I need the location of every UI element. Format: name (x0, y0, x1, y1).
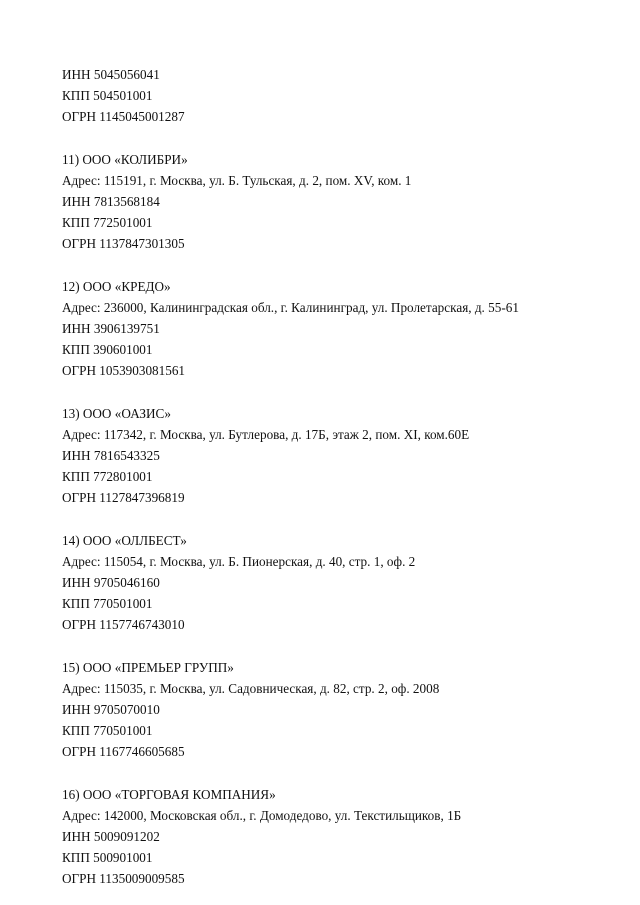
address-line: Адрес: 236000, Калининградская обл., г. Калининград, ул. Пролетарская, д. 55-61 (62, 300, 519, 315)
inn-line: ИНН 5009091202 (62, 829, 160, 844)
entry-title: 11) ООО «КОЛИБРИ» (62, 152, 188, 167)
inn-line: ИНН 7813568184 (62, 194, 160, 209)
address-line: Адрес: 117342, г. Москва, ул. Бутлерова, д. 17Б, этаж 2, пом. XI, ком.60Е (62, 427, 470, 442)
entry-title: 16) ООО «ТОРГОВАЯ КОМПАНИЯ» (62, 787, 276, 802)
ogrn-line: ОГРН 1145045001287 (62, 109, 185, 124)
entry-title: 15) ООО «ПРЕМЬЕР ГРУПП» (62, 660, 234, 675)
document-page (62, 64, 622, 889)
inn-line: ИНН 5045056041 (62, 67, 160, 82)
kpp-line: КПП 772801001 (62, 469, 153, 484)
kpp-line: КПП 770501001 (62, 596, 153, 611)
kpp-line: КПП 504501001 (62, 88, 153, 103)
address-line: Адрес: 115054, г. Москва, ул. Б. Пионерская, д. 40, стр. 1, оф. 2 (62, 554, 416, 569)
ogrn-line: ОГРН 1167746605685 (62, 744, 185, 759)
intro-block (62, 64, 622, 127)
entry-13 (62, 403, 622, 508)
address-line: Адрес: 115191, г. Москва, ул. Б. Тульская, д. 2, пом. XV, ком. 1 (62, 173, 412, 188)
entry-11 (62, 149, 622, 254)
kpp-line: КПП 390601001 (62, 342, 153, 357)
entry-12 (62, 276, 622, 381)
entry-16 (62, 784, 622, 889)
entry-15 (62, 657, 622, 762)
inn-line: ИНН 3906139751 (62, 321, 160, 336)
inn-line: ИНН 9705070010 (62, 702, 160, 717)
ogrn-line: ОГРН 1053903081561 (62, 363, 186, 378)
address-line: Адрес: 115035, г. Москва, ул. Садовническая, д. 82, стр. 2, оф. 2008 (62, 681, 440, 696)
entry-title: 14) ООО «ОЛЛБЕСТ» (62, 533, 187, 548)
entry-14 (62, 530, 622, 635)
kpp-line: КПП 500901001 (62, 850, 153, 865)
inn-line: ИНН 9705046160 (62, 575, 160, 590)
ogrn-line: ОГРН 1135009009585 (62, 871, 185, 886)
inn-line: ИНН 7816543325 (62, 448, 160, 463)
address-line: Адрес: 142000, Московская обл., г. Домодедово, ул. Текстильщиков, 1Б (62, 808, 462, 823)
entry-title: 13) ООО «ОАЗИС» (62, 406, 171, 421)
kpp-line: КПП 772501001 (62, 215, 153, 230)
entry-title: 12) ООО «КРЕДО» (62, 279, 171, 294)
ogrn-line: ОГРН 1127847396819 (62, 490, 185, 505)
kpp-line: КПП 770501001 (62, 723, 153, 738)
ogrn-line: ОГРН 1157746743010 (62, 617, 185, 632)
ogrn-line: ОГРН 1137847301305 (62, 236, 185, 251)
